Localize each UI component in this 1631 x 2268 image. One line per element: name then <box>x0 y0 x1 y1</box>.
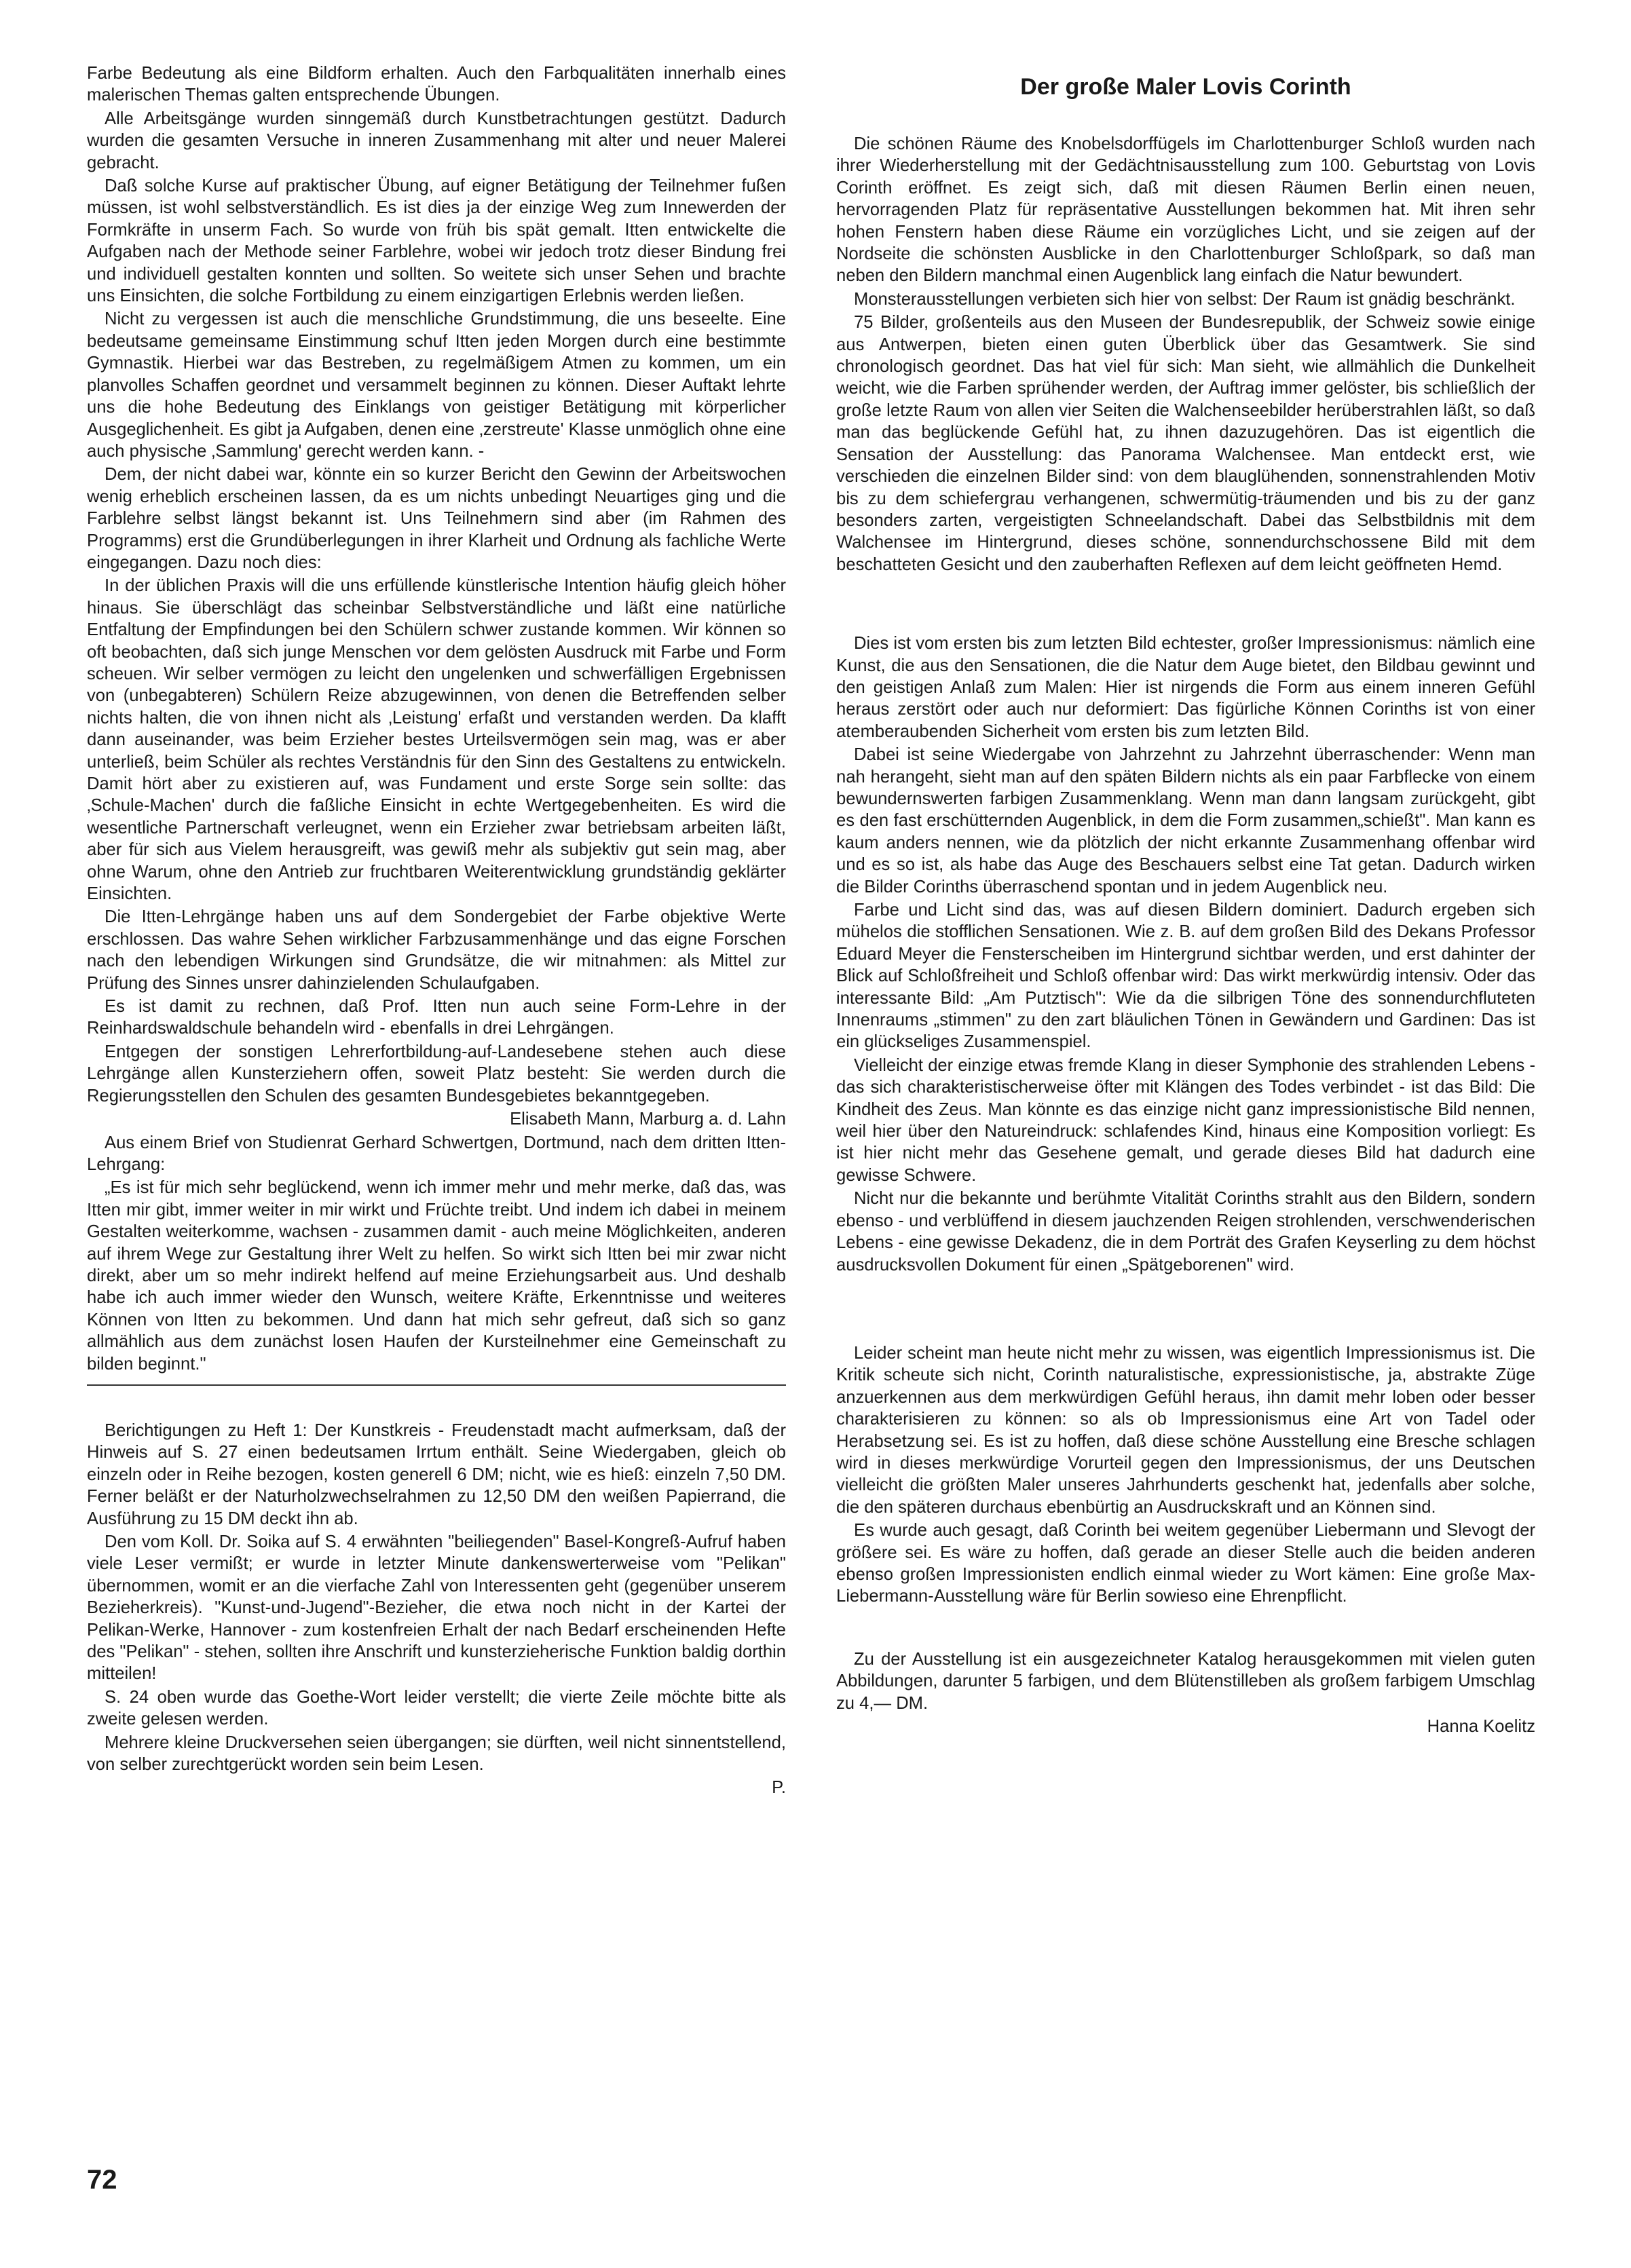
paragraph: Farbe Bedeutung als eine Bildform erhalten. Auch den Farbqualitäten innerhalb eines malerischen Themas galten entsprechende Übungen. <box>87 64 786 105</box>
paragraph: Dem, der nicht dabei war, könnte ein so kurzer Bericht den Gewinn der Arbeitswochen wenig erheblich erscheinen lassen, da es um nichts unbedingt Neuartiges ging und die Farblehre selbst längst bekannt ist. Uns Teilnehmern sind aber (im Rahmen des Programms) erst die Grundüberlegungen in ihrer Klarheit und Ordnung als fachliche Werte eingegangen. Dazu noch dies: <box>87 465 786 572</box>
page-number: 72 <box>87 2165 117 2195</box>
paragraph: Dies ist vom ersten bis zum letzten Bild echtester, großer Impressionismus: nämlich eine Kunst, die aus den Sensationen, die die Natur dem Auge bietet, den Bildbau gewinnt und den geistigen Anlaß zum Malen: Hier ist nirgends die Form aus einem inneren Gefühl heraus zerstört oder auch nur deformiert: Das figürliche Können Corinths ist von einer atemberaubenden Sicherheit vom ersten bis zum letzten Bild. <box>836 634 1535 741</box>
paragraph: Dabei ist seine Wiedergabe von Jahrzehnt zu Jahrzehnt überraschender: Wenn man nah herangeht, sieht man auf den späten Bildern nichts als ein paar Farbflecke von einem bewundernswerten farbigen Zusammenklang. Wenn man dann langsam zurückgeht, gibt es den fast erschütternden Augenblick, in dem die Form zusammen„schießt". Man kann es kaum anders nennen, wie da plötzlich der nicht erkannte Zusammenhang offenbar wird und es so ist, als habe das Auge des Beschauers selbst eine Tat getan. Dadurch wirken die Bilder Corinths überraschend spontan und in jedem Augenblick neu. <box>836 745 1535 896</box>
paragraph: In der üblichen Praxis will die uns erfüllende künstlerische Intention häufig gleich höher hinaus. Sie überschlägt das scheinbar Selbstverständliche und läßt eine natürliche Entfaltung der Empfindungen bei den Schülern schwer zustande kommen. Wir können so oft beobachten, daß sich junge Menschen vor dem gelösten Ausdruck mit Farbe und Form scheuen. Wir selber vermögen zu leicht den ungelenken und schwerfälligen Ergebnissen von (unbegabteren) Schülern Reize abzugewinnen, von denen die Betreffenden selber nichts halten, die von ihnen nicht als ‚Leistung' erfaßt und verstanden werden. Da klafft dann auseinander, was beim Erzieher bestes Urteilsvermögen sein mag, was er aber unterließ, beim Schüler als rechtes Verständnis für den Sinn des Gestaltens zu entwickeln. Damit hört aber zu existieren auf, was Fundament und erste Sorge sein sollte: das ‚Schule-Machen' durch die faßliche Einsicht in echte Wertgegebenheiten. Es wird die wesentliche Partnerschaft verleugnet, wenn ein Erzieher zwar betriebsam arbeiten läßt, aber für sich aus Vielem herausgreift, was gewiß mehr als subjektiv gut sein mag, aber ohne Warum, ohne den Antrieb zur fruchtbaren Weiterentwicklung grundständig geklärter Einsichten. <box>87 576 786 904</box>
paragraph: Monsterausstellungen verbieten sich hier von selbst: Der Raum ist gnädig beschränkt. <box>854 289 1516 309</box>
correction-note: Den vom Koll. Dr. Soika auf S. 4 erwähnten "beiliegenden" Basel-Kongreß-Aufruf haben viele Leser vermißt; er wurde in letzter Minute dankenswerterweise vom "Pelikan" übernommen, womit er an die vierfache Zahl von Interessenten geht (gegenüber unserem Bezieherkreis). "Kunst-und-Jugend"-Bezieher, die etwa noch nicht in der Kartei der Pelikan-Werke, Hannover - zum kostenfreien Erhalt der nach Bedarf erscheinenden Hefte des "Pelikan" - stehen, sollten ihre Anschrift und kunsterzieherische Funktion baldig dorthin mitteilen! <box>87 1532 786 1684</box>
correction-note: S. 24 oben wurde das Goethe-Wort leider verstellt; die vierte Zeile möchte bitte als zweite gelesen werden. <box>87 1687 786 1729</box>
paragraph: Vielleicht der einzige etwas fremde Klang in dieser Symphonie des strahlenden Lebens - das sich charakteristischerweise öfter mit Klängen des Todes verbindet - ist das Bild: Die Kindheit des Zeus. Man könnte es das einzige nicht ganz impressionistische Bild nennen, weil hier über den Natureindruck: schlafendes Kind, hinaus eine Komposition vorliegt: Es ist hier nicht mehr das Gesehene gemalt, und gerade dieses Bild hat dadurch eine gewisse Schwere. <box>836 1055 1535 1185</box>
correction-note: Berichtigungen zu Heft 1: Der Kunstkreis - Freudenstadt macht aufmerksam, daß der Hinweis auf S. 27 einen bedeutsamen Irrtum enthält. Seine Wiedergaben, gleich ob einzeln oder in Reihe bezogen, kosten generell 6 DM; nicht, wie es hieß: einzeln 7,50 DM. Ferner beläßt er der Naturholzwechselrahmen zu 12,50 DM den weißen Papierrand, die Ausführung zu 15 DM deckt ihn ab. <box>87 1420 786 1528</box>
paragraph: Farbe und Licht sind das, was auf diesen Bildern dominiert. Dadurch ergeben sich mühelos die stofflichen Sensationen. Wie z. B. auf dem großen Bild des Dekans Professor Eduard Meyer die Fensterscheiben im Hintergrund sichtbar werden, und erst dahinter der Blick auf Schloßfreiheit und Schloß offenbar wird: Das wirkt merkwürdig intensiv. Oder das interessante Bild: „Am Putztisch": Wie da die silbrigen Töne des sonnendurchfluteten Innenraums „stimmen" zu den zart bläulichen Tönen in Gewändern und Gardinen: Das ist ein glückseliges Zusammenspiel. <box>836 901 1535 1052</box>
paragraph: Nicht nur die bekannte und berühmte Vitalität Corinths strahlt aus den Bildern, sondern ebenso - und verblüffend in diesem jauchzenden Reigen strohlenden, verschwenderischen Lebens - eine gewisse Dekadenz, die in dem Porträt des Grafen Keyserling zu dem höchst ausdrucksvollen Dokument für einen „Spätgeborenen" wird. <box>836 1189 1535 1274</box>
paragraph: Aus einem Brief von Studienrat Gerhard Schwertgen, Dortmund, nach dem dritten Itten-Lehrgang: <box>87 1133 786 1174</box>
paragraph: Nicht zu vergessen ist auch die menschliche Grundstimmung, die uns beseelte. Eine bedeutsame gemeinsame Einstimmung schuf Itten jeden Morgen durch eine bestimmte Gymnastik. Hierbei war das Bestreben, zu regelmäßigem Atmen zu kommen, um ein planvolles Schaffen geordnet und versammelt beginnen zu können. Dieser Auftakt lehrte uns die hohe Bedeutung des Einklangs von geistiger Betätigung mit körperlicher Ausgeglichenheit. Es gibt ja Aufgaben, denen eine ‚zerstreute' Klasse unmöglich ohne eine auch physische ‚Sammlung' gerecht werden kann. - <box>87 309 786 461</box>
paragraph: Es wurde auch gesagt, daß Corinth bei weitem gegenüber Liebermann und Slevogt der größere sei. Es wäre zu hoffen, daß gerade an dieser Stelle auch die beiden anderen ebenso großen Impressionisten endlich einmal wieder zu Wort kämen: Eine große Max-Liebermann-Ausstellung wäre für Berlin sowieso eine Ehrenpflicht. <box>836 1521 1535 1606</box>
article-title: Der große Maler Lovis Corinth <box>1020 74 1351 100</box>
paragraph: 75 Bilder, großenteils aus den Museen der Bundesrepublik, der Schweiz sowie einige aus Antwerpen, bieten einen guten Überblick über das Gesamtwerk. Sie sind chronologisch geordnet. Das hat viel für sich: Man sieht, wie allmählich die Dunkelheit weicht, wie die Farben sprühender werden, der Auftrag immer gelöster, bis schließlich der große letzte Raum von allen vier Seiten die Walchenseebilder herüberstrahlen läßt, so daß man das beglückende Gefühl hat, zu ihnen dazuzugehören. Das ist eigentlich die Sensation der Ausstellung: das Panorama Walchensee. Man entdeckt erst, wie verschieden die einzelnen Bilder sind: von dem blauglühenden, sonnenstrahlenden Motiv bis zu dem schiefergrau verhangenen, schwermütig-träumenden und bis zu der ganz besonders zarten, vergeistigten Schneelandschaft. Dabei das Selbstbildnis mit dem Walchensee im Hintergrund, dieses schöne, sonnendurchschossene Bild mit dem beschatteten Gesicht und den zauberhaften Reflexen auf dem leicht geöffneten Hemd. <box>836 313 1535 574</box>
section-divider <box>87 1384 786 1386</box>
article-signature: Elisabeth Mann, Marburg a. d. Lahn <box>510 1110 786 1129</box>
right-column <box>836 62 1535 1739</box>
letter-quote: „Es ist für mich sehr beglückend, wenn ich immer mehr und mehr merke, daß das, was Itten mir gibt, immer weiter in mir wirkt und Früchte treibt. Und indem ich dabei in meinem Gestalten weiterkomme, wachsen - zusammen damit - auch meine Möglichkeiten, anderen auf ihrem Wege zur Gestaltung ihrer Welt zu helfen. So wirkt sich Itten bei mir zwar nicht direkt, aber um so mehr indirekt helfend auf meine Erziehungsarbeit aus. Und deshalb habe ich auch immer wieder den Wunsch, weitere Kräfte, Erkenntnisse und weiteres Können von Itten zu bekommen. Und dann hat mich sehr gefreut, daß sich so ganz allmählich aus dem zunächst losen Haufen der Kursteilnehmer eine Gemeinschaft zu bilden beginnt." <box>87 1178 786 1374</box>
correction-note: Mehrere kleine Druckversehen seien übergangen; sie dürften, weil nicht sinnentstellend, von selber zurechtgerückt worden sein beim Lesen. <box>87 1733 786 1775</box>
paragraph: Zu der Ausstellung ist ein ausgezeichneter Katalog herausgekommen mit vielen guten Abbildungen, darunter 5 farbigen, und dem Blütenstilleben als großem farbigem Umschlag zu 4,— DM. <box>836 1649 1535 1713</box>
paragraph: Die Itten-Lehrgänge haben uns auf dem Sondergebiet der Farbe objektive Werte erschlossen. Das wahre Sehen wirklicher Farbzusammenhänge und das eigne Forschen nach den lebendigen Wirkungen sind Grundsätze, die wir mitnahmen: als Mittel zur Prüfung des Sinnes unsrer dahinzielenden Schulaufgaben. <box>87 907 786 993</box>
paragraph: Leider scheint man heute nicht mehr zu wissen, was eigentlich Impressionismus ist. Die Kritik scheute sich nicht, Corinth naturalistische, expressionistische, ja, abstrakte Züge anzuerkennen aus dem merkwürdigen Gefühl heraus, ihn damit mehr loben oder besser charakterisieren zu können: so als ob Impressionismus eine Art von Tadel oder Herabsetzung sei. Es ist zu hoffen, daß diese schöne Ausstellung eine Bresche schlagen wird in dieses merkwürdige Vorurteil gegen den Impressionismus, der uns Deutschen vielleicht die größten Maler unseres Jahrhunderts geschenkt hat, jedenfalls aber solche, die den späteren durchaus ebenbürtig an Ausdruckskraft und an Können sind. <box>836 1343 1535 1517</box>
left-column <box>87 62 786 1800</box>
corrections-signature: P. <box>772 1778 786 1798</box>
paragraph: Entgegen der sonstigen Lehrerfortbildung-auf-Landesebene stehen auch diese Lehrgänge allen Kunsterziehern offen, soweit Platz besteht: Sie werden durch die Regierungsstellen den Schulen des gesamten Bundesgebietes bekanntgegeben. <box>87 1042 786 1105</box>
article-signature: Hanna Koelitz <box>1427 1717 1535 1736</box>
paragraph: Daß solche Kurse auf praktischer Übung, auf eigner Betätigung der Teilnehmer fußen müssen, ist wohl selbstverständlich. Es ist dies ja der einzige Weg zum Innewerden der Formkräfte in unserm Fach. So wurde von früh bis spät gemalt. Itten entwickelte die Aufgaben nach der Methode seiner Farblehre, wobei wir jedoch trotz dieser Bindung frei und individuell gestalten konnten und sollten. So weitete sich unser Sehen und brachte uns Einsichten, die solche Fortbildung zu einem einzigartigen Erlebnis werden ließen. <box>87 176 786 306</box>
paragraph: Die schönen Räume des Knobelsdorffügels im Charlottenburger Schloß wurden nach ihrer Wiederherstellung mit der Gedächtnisausstellung zum 100. Geburtstag von Lovis Corinth eröffnet. Es zeigt sich, daß mit diesen Räumen Berlin einen neuen, hervorragenden Platz für repräsentative Ausstellungen bekommen hat. Mit ihren sehr hohen Fenstern haben diese Räume ein vorzügliches Licht, und sie zeigen auf der Nordseite die schönsten Ausblicke in den Charlottenburger Schloßpark, so daß man neben den Bildern manchmal einen Augenblick lang einfach die Natur bewundert. <box>836 134 1535 286</box>
paragraph: Es ist damit zu rechnen, daß Prof. Itten nun auch seine Form-Lehre in der Reinhardswaldschule behandeln wird - ebenfalls in drei Lehrgängen. <box>87 997 786 1038</box>
paragraph: Alle Arbeitsgänge wurden sinngemäß durch Kunstbetrachtungen gestützt. Dadurch wurden die gesamten Versuche in inneren Zusammenhang mit alter und neuer Malerei gebracht. <box>87 109 786 172</box>
